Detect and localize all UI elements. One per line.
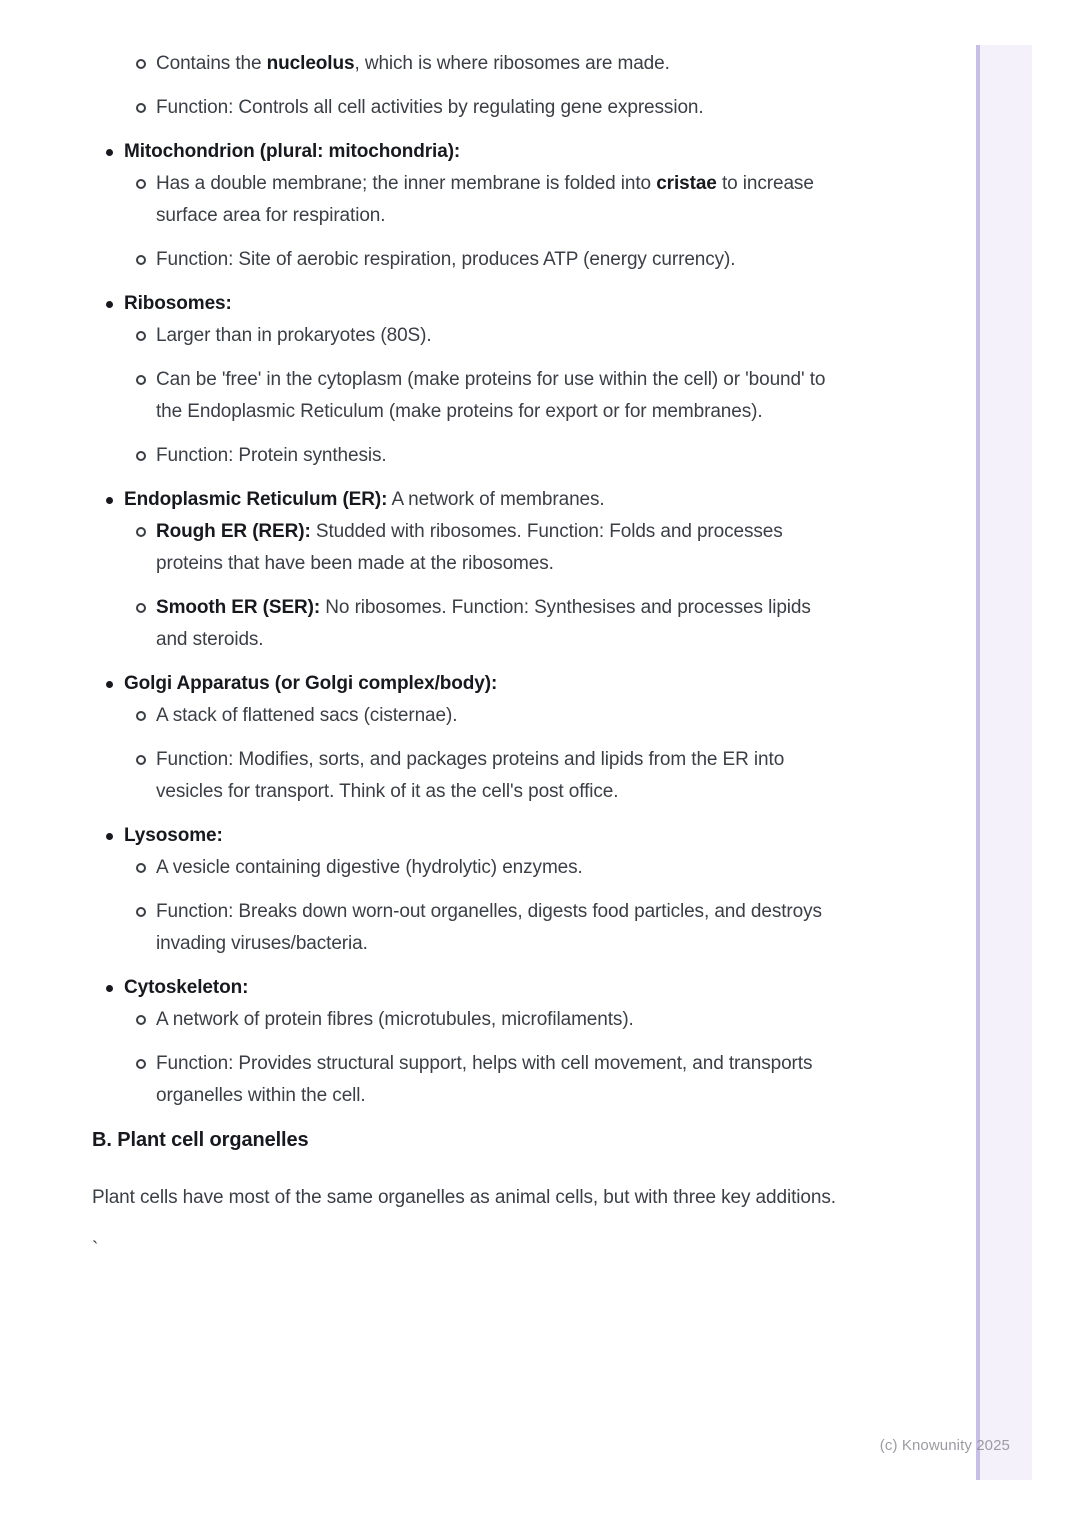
plain-text: Has a double membrane; the inner membrane is folded into: [156, 173, 657, 194]
closing-paragraph: Plant cells have most of the same organelles as animal cells, but with three key additions.: [92, 1187, 836, 1208]
stray-backtick: `: [92, 1239, 99, 1260]
organelle-title: [124, 136, 824, 168]
organelle-subpoints: [124, 700, 840, 808]
organelle-item: [92, 288, 840, 472]
sub-bullet: [156, 1048, 836, 1112]
plain-text: Function: Site of aerobic respiration, produces ATP (energy currency).: [156, 249, 736, 270]
bold-text: Mitochondrion (plural: mitochondria):: [124, 141, 461, 162]
organelle-subpoints: [124, 1004, 840, 1112]
sub-bullet: [156, 516, 836, 580]
organelle-item: [92, 484, 840, 656]
bold-text: Rough ER (RER):: [156, 521, 311, 542]
plain-text: Contains the: [156, 53, 267, 74]
sub-bullet: [156, 364, 836, 428]
plain-text: A vesicle containing digestive (hydrolytic) enzymes.: [156, 857, 583, 878]
bold-text: Cytoskeleton:: [124, 977, 249, 998]
bold-text: nucleolus: [266, 53, 355, 74]
plain-text: Function: Provides structural support, helps with cell movement, and transports organelles within the cell.: [156, 1053, 813, 1106]
sub-bullet: [156, 744, 836, 808]
sub-bullet: [156, 92, 836, 124]
sub-bullet: [156, 320, 836, 352]
organelle-item: [92, 668, 840, 808]
nucleus-subpoints: [92, 48, 840, 124]
organelle-subpoints: [124, 320, 840, 472]
organelle-title: [124, 668, 824, 700]
sub-bullet: [156, 440, 836, 472]
organelle-title: [124, 288, 824, 320]
plain-text: Function: Controls all cell activities by regulating gene expression.: [156, 97, 704, 118]
plain-text: to increase surface area for respiration.: [156, 173, 814, 226]
section-heading: B. Plant cell organelles: [92, 1129, 309, 1151]
bold-text: Endoplasmic Reticulum (ER):: [124, 489, 388, 510]
organelle-list: [92, 136, 840, 1112]
sub-bullet: [156, 1004, 836, 1036]
sub-bullet: [156, 852, 836, 884]
organelle-title: [124, 972, 824, 1004]
bold-text: Ribosomes:: [124, 293, 232, 314]
bold-text: Lysosome:: [124, 825, 223, 846]
organelle-subpoints: [124, 852, 840, 960]
notes-content: [92, 48, 840, 1266]
bold-text: Smooth ER (SER):: [156, 597, 321, 618]
sub-bullet: [156, 244, 836, 276]
sub-bullet: [156, 700, 836, 732]
sub-bullet: [156, 592, 836, 656]
plain-text: No ribosomes. Function: Synthesises and processes lipids and steroids.: [156, 597, 811, 650]
plain-text: A network of protein fibres (microtubules, microfilaments).: [156, 1009, 634, 1030]
organelle-title: [124, 484, 824, 516]
sub-bullet: [156, 168, 836, 232]
plain-text: A stack of flattened sacs (cisternae).: [156, 705, 458, 726]
sub-bullet: [156, 48, 836, 80]
plain-text: Can be 'free' in the cytoplasm (make proteins for use within the cell) or 'bound' to the Endoplasmic Reticulum (make proteins for export or for membranes).: [156, 369, 826, 422]
plain-text: Studded with ribosomes. Function: Folds and processes proteins that have been made at the ribosomes.: [156, 521, 783, 574]
plain-text: Function: Breaks down worn-out organelles, digests food particles, and destroys invading viruses/bacteria.: [156, 901, 822, 954]
bold-text: Golgi Apparatus (or Golgi complex/body):: [124, 673, 498, 694]
copyright-footer: (c) Knowunity 2025: [879, 1437, 1010, 1454]
organelle-item: [92, 136, 840, 276]
plain-text: Function: Protein synthesis.: [156, 445, 387, 466]
plain-text: A network of membranes.: [387, 489, 605, 510]
sub-bullet: [156, 896, 836, 960]
organelle-subpoints: [124, 168, 840, 276]
organelle-item: [92, 972, 840, 1112]
bold-text: cristae: [656, 173, 717, 194]
organelle-subpoints: [124, 516, 840, 656]
next-page-edge: [976, 45, 1032, 1480]
plain-text: Function: Modifies, sorts, and packages proteins and lipids from the ER into vesicles for transport. Think of it as the cell's post office.: [156, 749, 785, 802]
plain-text: , which is where ribosomes are made.: [354, 53, 670, 74]
plain-text: Larger than in prokaryotes (80S).: [156, 325, 432, 346]
organelle-item: [92, 820, 840, 960]
organelle-title: [124, 820, 824, 852]
